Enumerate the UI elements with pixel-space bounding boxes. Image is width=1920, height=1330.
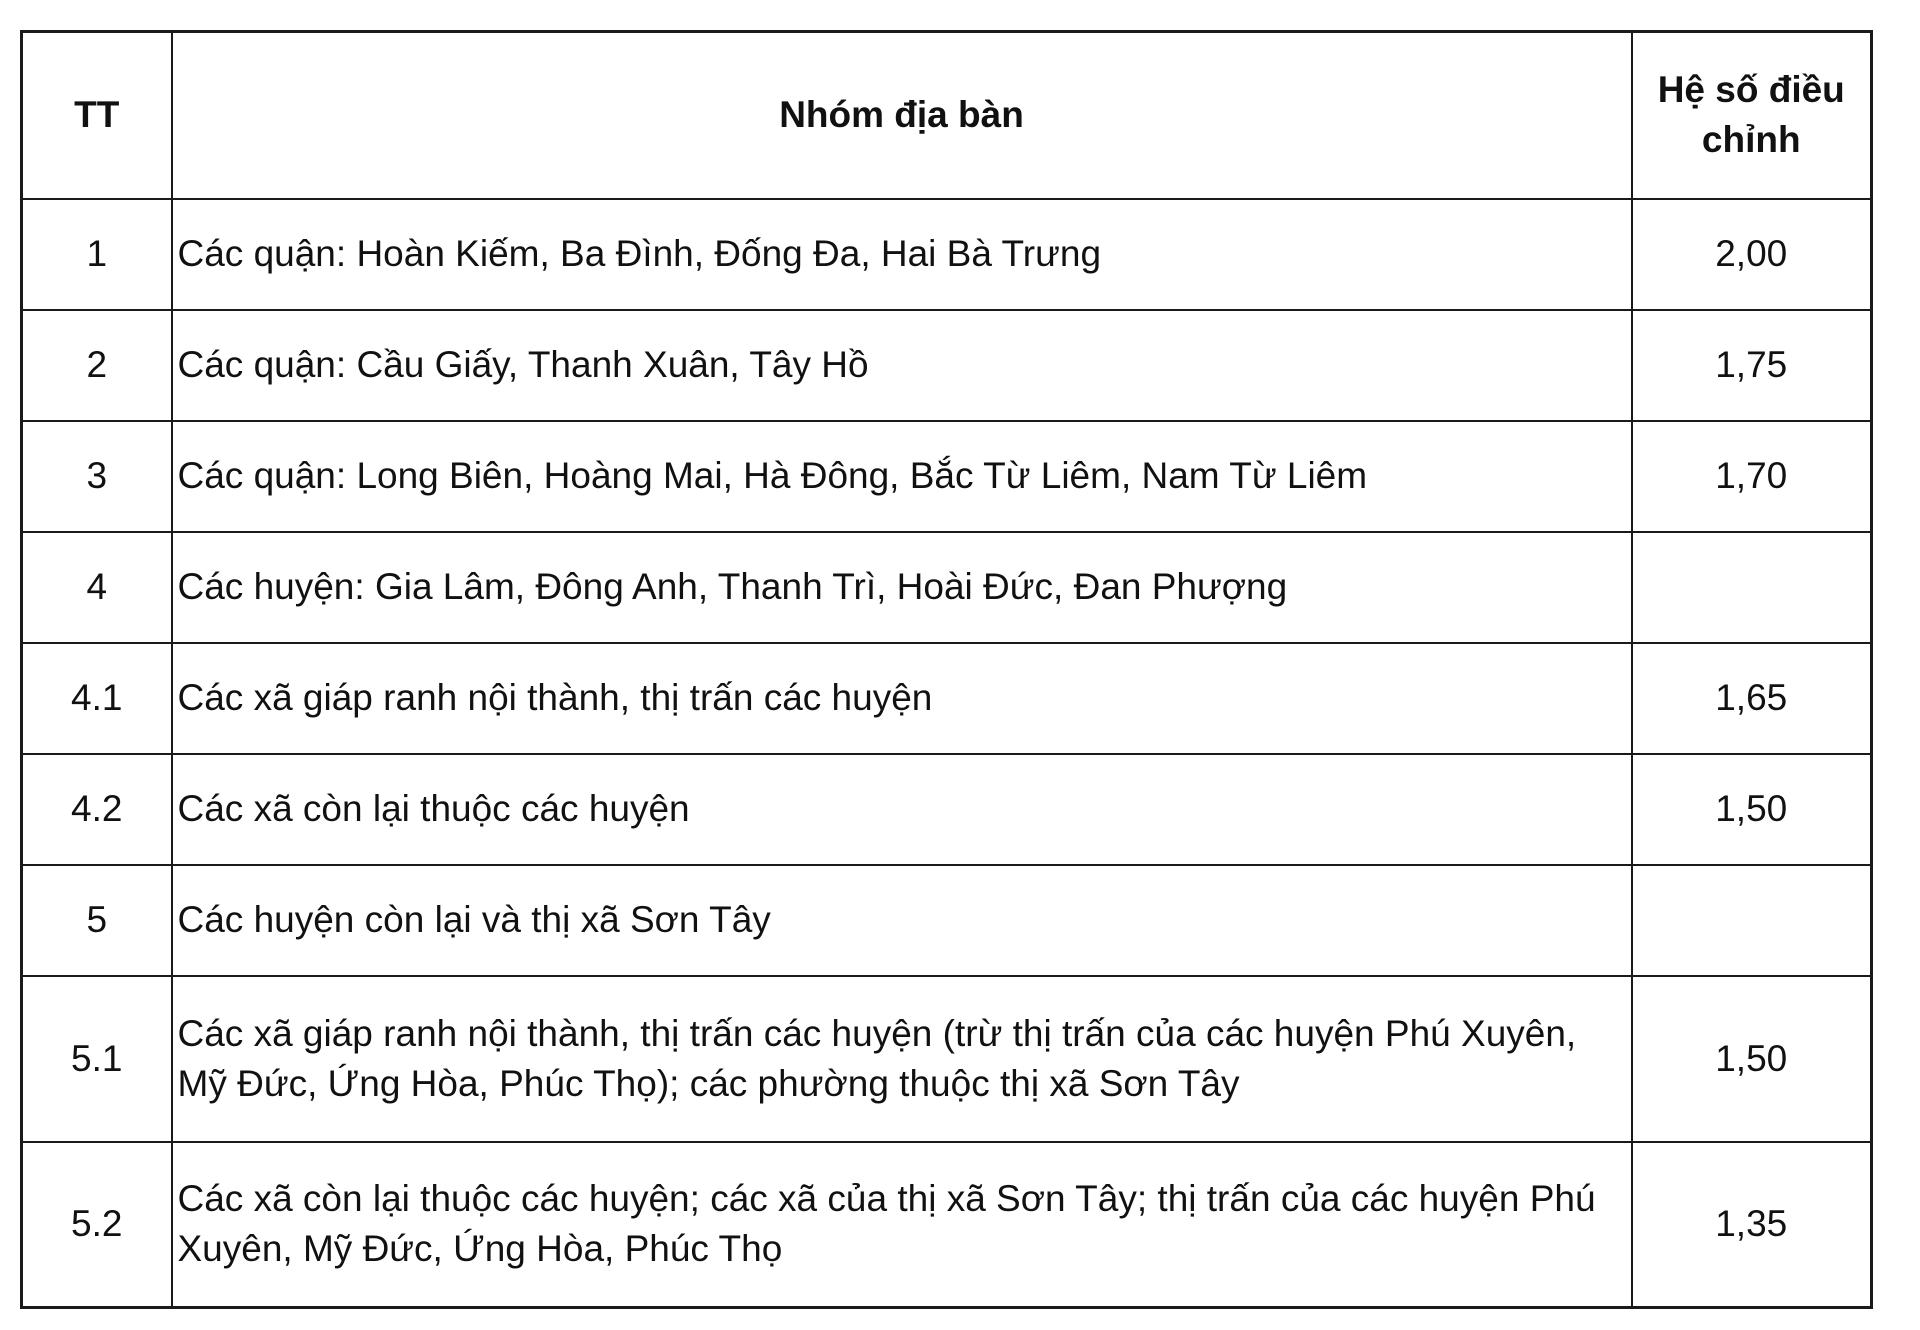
tt-cell: 5.2 [22,1142,172,1308]
group-cell: Các xã còn lại thuộc các huyện; các xã của thị xã Sơn Tây; thị trấn của các huyện Phú Xuyên, Mỹ Đức, Ứng Hòa, Phúc Thọ [172,1142,1632,1308]
coefficient-cell: 1,75 [1632,310,1872,421]
table-row [22,865,1872,976]
column-header-tt: TT [22,32,172,199]
tt-cell: 5 [22,865,172,976]
coefficient-cell [1632,532,1872,643]
coefficient-cell: 1,65 [1632,643,1872,754]
coefficient-cell: 2,00 [1632,199,1872,310]
tt-cell: 5.1 [22,976,172,1142]
table-row [22,1142,1872,1308]
table-header [22,32,1872,199]
table-row [22,976,1872,1142]
tt-cell: 2 [22,310,172,421]
coefficient-cell: 1,50 [1632,976,1872,1142]
group-cell: Các quận: Cầu Giấy, Thanh Xuân, Tây Hồ [172,310,1632,421]
group-cell: Các quận: Hoàn Kiếm, Ba Đình, Đống Đa, Hai Bà Trưng [172,199,1632,310]
coefficient-cell: 1,70 [1632,421,1872,532]
coefficient-cell: 1,35 [1632,1142,1872,1308]
table-row [22,754,1872,865]
table-row [22,421,1872,532]
tt-cell: 1 [22,199,172,310]
adjustment-coefficient-table [20,30,1873,1309]
tt-cell: 4.2 [22,754,172,865]
header-row [22,32,1872,199]
table-row [22,310,1872,421]
column-header-coefficient: Hệ số điều chỉnh [1632,32,1872,199]
group-cell: Các huyện: Gia Lâm, Đông Anh, Thanh Trì, Hoài Đức, Đan Phượng [172,532,1632,643]
group-cell: Các xã giáp ranh nội thành, thị trấn các huyện [172,643,1632,754]
coefficient-cell [1632,865,1872,976]
group-cell: Các xã còn lại thuộc các huyện [172,754,1632,865]
group-cell: Các xã giáp ranh nội thành, thị trấn các huyện (trừ thị trấn của các huyện Phú Xuyên, Mỹ Đức, Ứng Hòa, Phúc Thọ); các phường thuộc thị xã Sơn Tây [172,976,1632,1142]
tt-cell: 3 [22,421,172,532]
column-header-group: Nhóm địa bàn [172,32,1632,199]
table-row [22,643,1872,754]
group-cell: Các quận: Long Biên, Hoàng Mai, Hà Đông, Bắc Từ Liêm, Nam Từ Liêm [172,421,1632,532]
group-cell: Các huyện còn lại và thị xã Sơn Tây [172,865,1632,976]
tt-cell: 4.1 [22,643,172,754]
table-body [22,199,1872,1308]
tt-cell: 4 [22,532,172,643]
table-row [22,532,1872,643]
table-row [22,199,1872,310]
coefficient-cell: 1,50 [1632,754,1872,865]
